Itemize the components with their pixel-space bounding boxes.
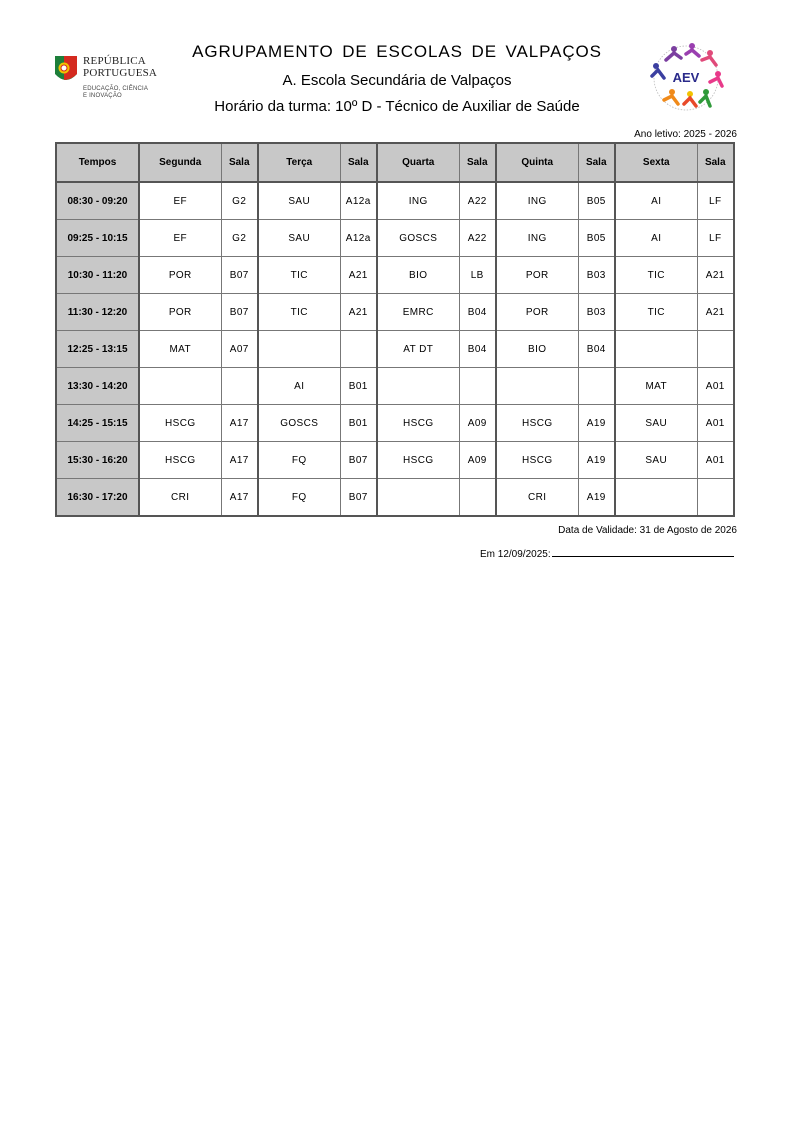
column-header-tempos: Tempos: [56, 143, 139, 182]
room-cell: B01: [340, 405, 377, 442]
room-cell: A21: [697, 257, 734, 294]
subject-cell: GOSCS: [377, 220, 459, 257]
portuguese-flag-icon: [55, 56, 77, 84]
subject-cell: [139, 368, 221, 405]
subject-cell: [496, 368, 578, 405]
room-cell: [578, 368, 615, 405]
logo-left-name: REPÚBLICA PORTUGUESA: [83, 55, 158, 79]
table-row: [56, 405, 734, 442]
column-header-day: Terça: [258, 143, 340, 182]
subject-cell: HSCG: [377, 442, 459, 479]
subject-cell: EF: [139, 182, 221, 220]
subject-cell: BIO: [377, 257, 459, 294]
page-title: AGRUPAMENTO DE ESCOLAS DE VALPAÇOS: [192, 42, 602, 61]
subject-cell: CRI: [139, 479, 221, 517]
timetable-body: [56, 182, 734, 516]
column-header-day: Sexta: [615, 143, 697, 182]
subject-cell: EMRC: [377, 294, 459, 331]
academic-year: Ano letivo: 2025 - 2026: [634, 129, 737, 140]
room-cell: B03: [578, 294, 615, 331]
room-cell: [459, 368, 496, 405]
subject-cell: AI: [258, 368, 340, 405]
room-cell: B04: [459, 331, 496, 368]
room-cell: A01: [697, 442, 734, 479]
subject-cell: HSCG: [496, 442, 578, 479]
room-cell: B05: [578, 182, 615, 220]
subject-cell: MAT: [615, 368, 697, 405]
column-header-day: Quinta: [496, 143, 578, 182]
room-cell: A19: [578, 442, 615, 479]
room-cell: [459, 479, 496, 517]
aev-logo: [644, 40, 728, 116]
room-cell: A07: [221, 331, 258, 368]
room-cell: B07: [340, 479, 377, 517]
subject-cell: CRI: [496, 479, 578, 517]
subject-cell: SAU: [615, 442, 697, 479]
subject-cell: FQ: [258, 479, 340, 517]
subject-cell: EF: [139, 220, 221, 257]
room-cell: LF: [697, 220, 734, 257]
subject-cell: SAU: [258, 220, 340, 257]
subject-cell: POR: [496, 257, 578, 294]
subject-cell: ING: [496, 220, 578, 257]
school-name: A. Escola Secundária de Valpaços: [282, 72, 512, 89]
subject-cell: HSCG: [377, 405, 459, 442]
room-cell: LB: [459, 257, 496, 294]
room-cell: [697, 479, 734, 517]
subject-cell: SAU: [258, 182, 340, 220]
table-row: [56, 442, 734, 479]
room-cell: [697, 331, 734, 368]
room-cell: LF: [697, 182, 734, 220]
subject-cell: [615, 479, 697, 517]
subject-cell: POR: [139, 294, 221, 331]
subject-cell: TIC: [615, 257, 697, 294]
subject-cell: BIO: [496, 331, 578, 368]
subject-cell: AI: [615, 182, 697, 220]
subject-cell: [258, 331, 340, 368]
subject-cell: TIC: [258, 294, 340, 331]
subject-cell: [377, 368, 459, 405]
column-header-day: Quarta: [377, 143, 459, 182]
time-slot: 15:30 - 16:20: [56, 442, 139, 479]
room-cell: A17: [221, 405, 258, 442]
subject-cell: HSCG: [496, 405, 578, 442]
time-slot: 12:25 - 13:15: [56, 331, 139, 368]
room-cell: A12a: [340, 182, 377, 220]
table-row: [56, 182, 734, 220]
room-cell: A22: [459, 220, 496, 257]
signature-date: [480, 547, 734, 560]
room-cell: B07: [221, 257, 258, 294]
subject-cell: POR: [139, 257, 221, 294]
subject-cell: AI: [615, 220, 697, 257]
subject-cell: TIC: [258, 257, 340, 294]
subject-cell: HSCG: [139, 442, 221, 479]
subject-cell: ING: [496, 182, 578, 220]
subject-cell: SAU: [615, 405, 697, 442]
room-cell: B03: [578, 257, 615, 294]
aev-logo-text: AEV: [672, 70, 700, 85]
timetable: [55, 142, 735, 517]
table-row: [56, 368, 734, 405]
subject-cell: HSCG: [139, 405, 221, 442]
room-cell: A19: [578, 479, 615, 517]
room-cell: B07: [221, 294, 258, 331]
subject-cell: GOSCS: [258, 405, 340, 442]
room-cell: A01: [697, 368, 734, 405]
column-header-sala: Sala: [697, 143, 734, 182]
time-slot: 14:25 - 15:15: [56, 405, 139, 442]
subject-cell: FQ: [258, 442, 340, 479]
room-cell: B01: [340, 368, 377, 405]
time-slot: 08:30 - 09:20: [56, 182, 139, 220]
subject-cell: AT DT: [377, 331, 459, 368]
room-cell: [340, 331, 377, 368]
room-cell: A12a: [340, 220, 377, 257]
time-slot: 10:30 - 11:20: [56, 257, 139, 294]
room-cell: A21: [340, 294, 377, 331]
room-cell: A09: [459, 442, 496, 479]
room-cell: A17: [221, 442, 258, 479]
subject-cell: MAT: [139, 331, 221, 368]
subject-cell: [615, 331, 697, 368]
subject-cell: [377, 479, 459, 517]
time-slot: 09:25 - 10:15: [56, 220, 139, 257]
signature-date-label: Em 12/09/2025:: [480, 549, 551, 560]
room-cell: B05: [578, 220, 615, 257]
room-cell: A21: [697, 294, 734, 331]
room-cell: B04: [459, 294, 496, 331]
room-cell: G2: [221, 220, 258, 257]
time-slot: 16:30 - 17:20: [56, 479, 139, 517]
room-cell: B04: [578, 331, 615, 368]
signature-line: [552, 547, 734, 557]
validity-date: Data de Validade: 31 de Agosto de 2026: [558, 525, 737, 536]
column-header-sala: Sala: [578, 143, 615, 182]
column-header-day: Segunda: [139, 143, 221, 182]
table-row: [56, 257, 734, 294]
table-row: [56, 331, 734, 368]
room-cell: B07: [340, 442, 377, 479]
logo-left-subtitle: EDUCAÇÃO, CIÊNCIA E INOVAÇÃO: [83, 86, 149, 99]
room-cell: A01: [697, 405, 734, 442]
column-header-sala: Sala: [459, 143, 496, 182]
table-row: [56, 220, 734, 257]
class-title: Horário da turma: 10º D - Técnico de Auxiliar de Saúde: [214, 98, 580, 115]
time-slot: 13:30 - 14:20: [56, 368, 139, 405]
time-slot: 11:30 - 12:20: [56, 294, 139, 331]
subject-cell: ING: [377, 182, 459, 220]
subject-cell: POR: [496, 294, 578, 331]
room-cell: A09: [459, 405, 496, 442]
room-cell: [221, 368, 258, 405]
room-cell: G2: [221, 182, 258, 220]
timetable-header-row: [56, 143, 734, 182]
table-row: [56, 294, 734, 331]
room-cell: A19: [578, 405, 615, 442]
table-row: [56, 479, 734, 517]
room-cell: A22: [459, 182, 496, 220]
subject-cell: TIC: [615, 294, 697, 331]
room-cell: A17: [221, 479, 258, 517]
room-cell: A21: [340, 257, 377, 294]
column-header-sala: Sala: [221, 143, 258, 182]
column-header-sala: Sala: [340, 143, 377, 182]
